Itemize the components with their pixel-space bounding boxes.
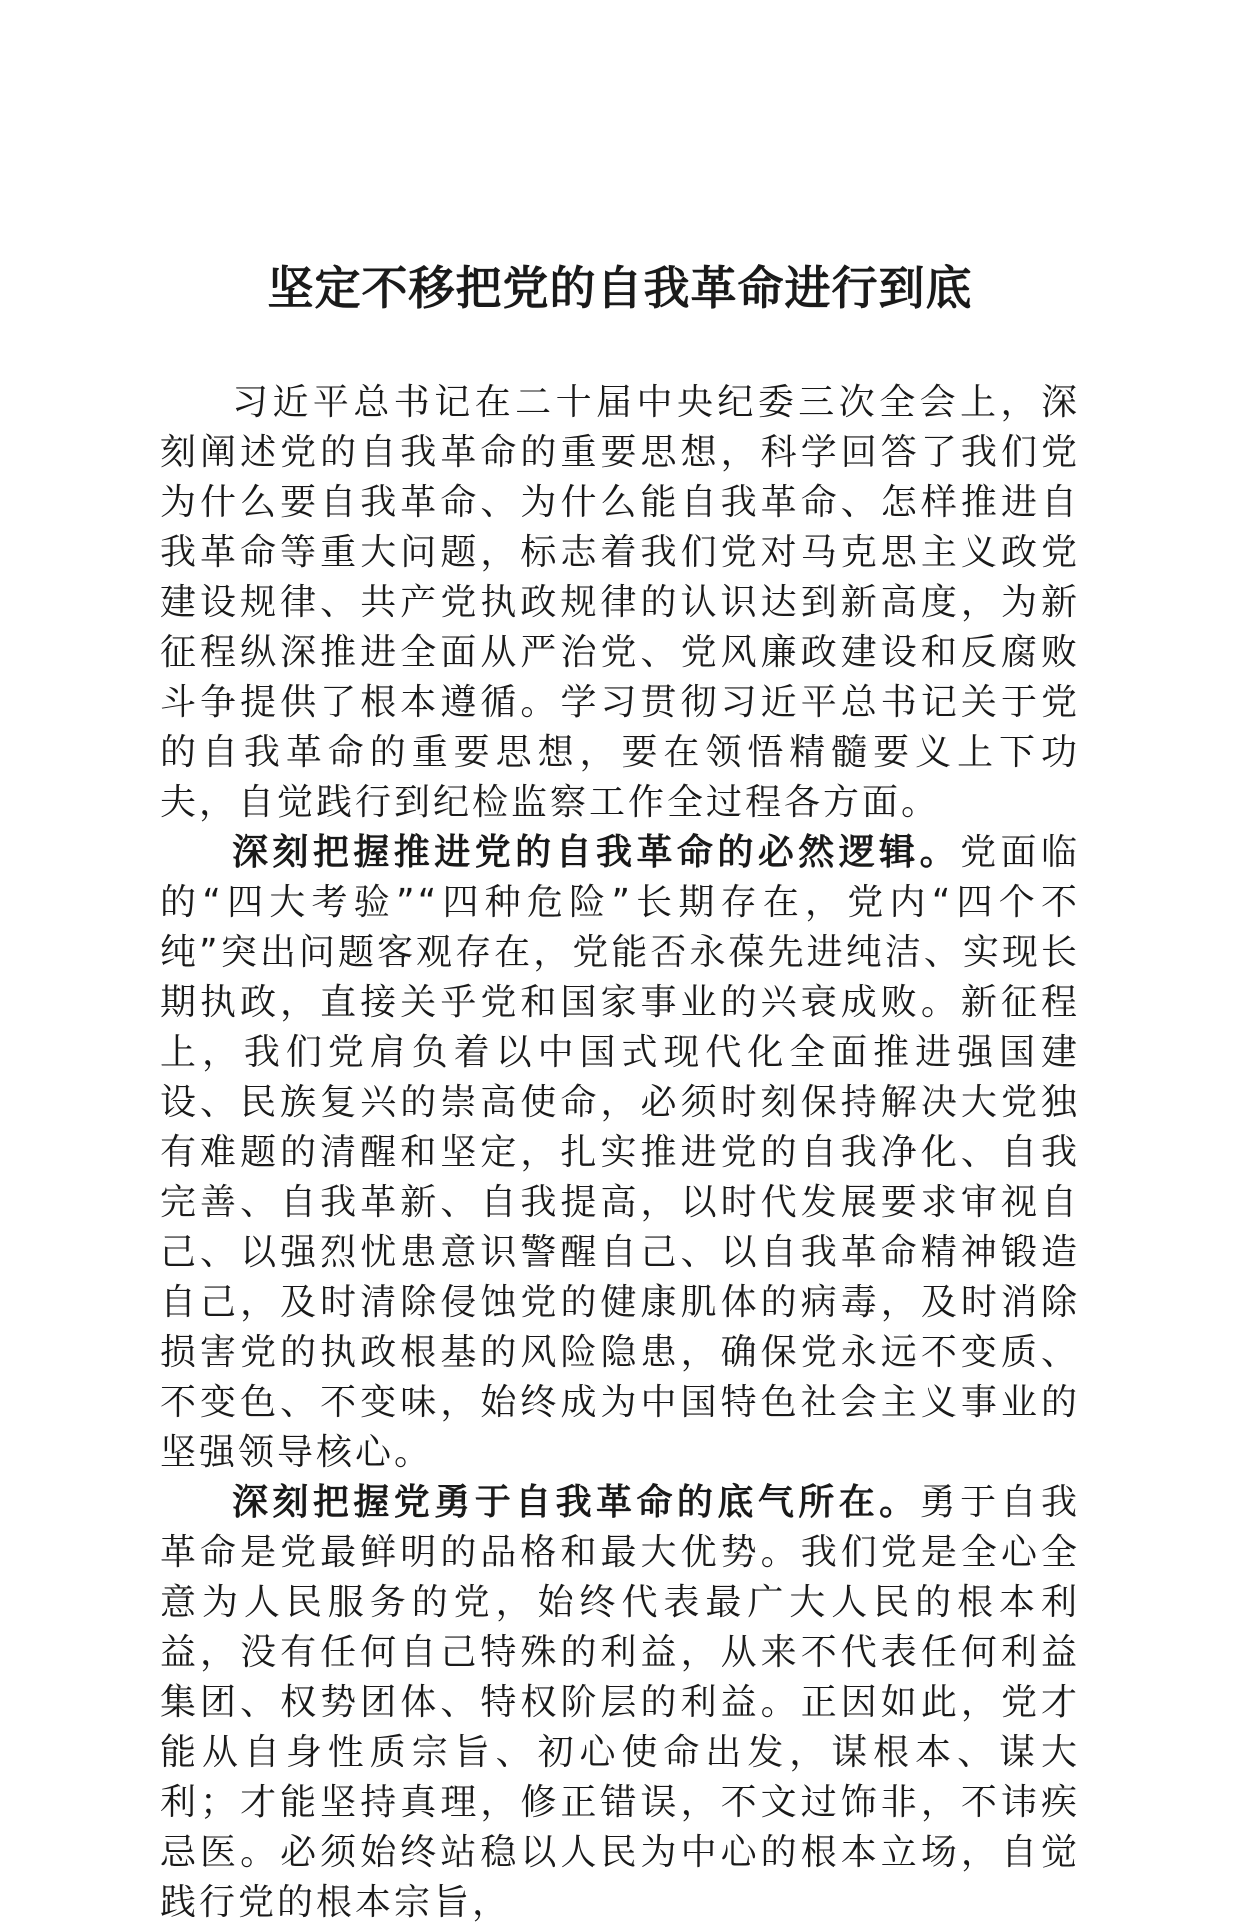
- paragraph-lead: 深刻把握推进党的自我革命的必然逻辑。: [232, 832, 961, 873]
- document-body: [160, 378, 1080, 1928]
- paragraph-text: 勇于自我革命是党最鲜明的品格和最大优势。我们党是全心全意为人民服务的党，始终代表最广大人民的根本利益，没有任何自己特殊的利益，从来不代表任何利益集团、权势团体、特权阶层的利益。正因如此，党才能从自身性质宗旨、初心使命出发，谋根本、谋大利；才能坚持真理，修正错误，不文过饰非，不讳疾忌医。必须始终站稳以人民为中心的根本立场，自觉践行党的根本宗旨，: [160, 1482, 1080, 1923]
- paragraph-intro: [160, 378, 1080, 828]
- paragraph-confidence: [160, 1478, 1080, 1928]
- paragraph-text: 党面临的“四大考验”“四种危险”长期存在，党内“四个不纯”突出问题客观存在，党能否永葆先进纯洁、实现长期执政，直接关乎党和国家事业的兴衰成败。新征程上，我们党肩负着以中国式现代化全面推进强国建设、民族复兴的崇高使命，必须时刻保持解决大党独有难题的清醒和坚定，扎实推进党的自我净化、自我完善、自我革新、自我提高，以时代发展要求审视自己、以强烈忧患意识警醒自己、以自我革命精神锻造自己，及时清除侵蚀党的健康肌体的病毒，及时消除损害党的执政根基的风险隐患，确保党永远不变质、不变色、不变味，始终成为中国特色社会主义事业的坚强领导核心。: [160, 832, 1080, 1473]
- document-title: 坚定不移把党的自我革命进行到底: [267, 261, 973, 315]
- paragraph-lead: 深刻把握党勇于自我革命的底气所在。: [232, 1482, 920, 1523]
- paragraph-text: 习近平总书记在二十届中央纪委三次全会上，深刻阐述党的自我革命的重要思想，科学回答了我们党为什么要自我革命、为什么能自我革命、怎样推进自我革命等重大问题，标志着我们党对马克思主义政党建设规律、共产党执政规律的认识达到新高度，为新征程纵深推进全面从严治党、党风廉政建设和反腐败斗争提供了根本遵循。学习贯彻习近平总书记关于党的自我革命的重要思想，要在领悟精髓要义上下功夫，自觉践行到纪检监察工作全过程各方面。: [160, 382, 1080, 823]
- paragraph-logic: [160, 828, 1080, 1478]
